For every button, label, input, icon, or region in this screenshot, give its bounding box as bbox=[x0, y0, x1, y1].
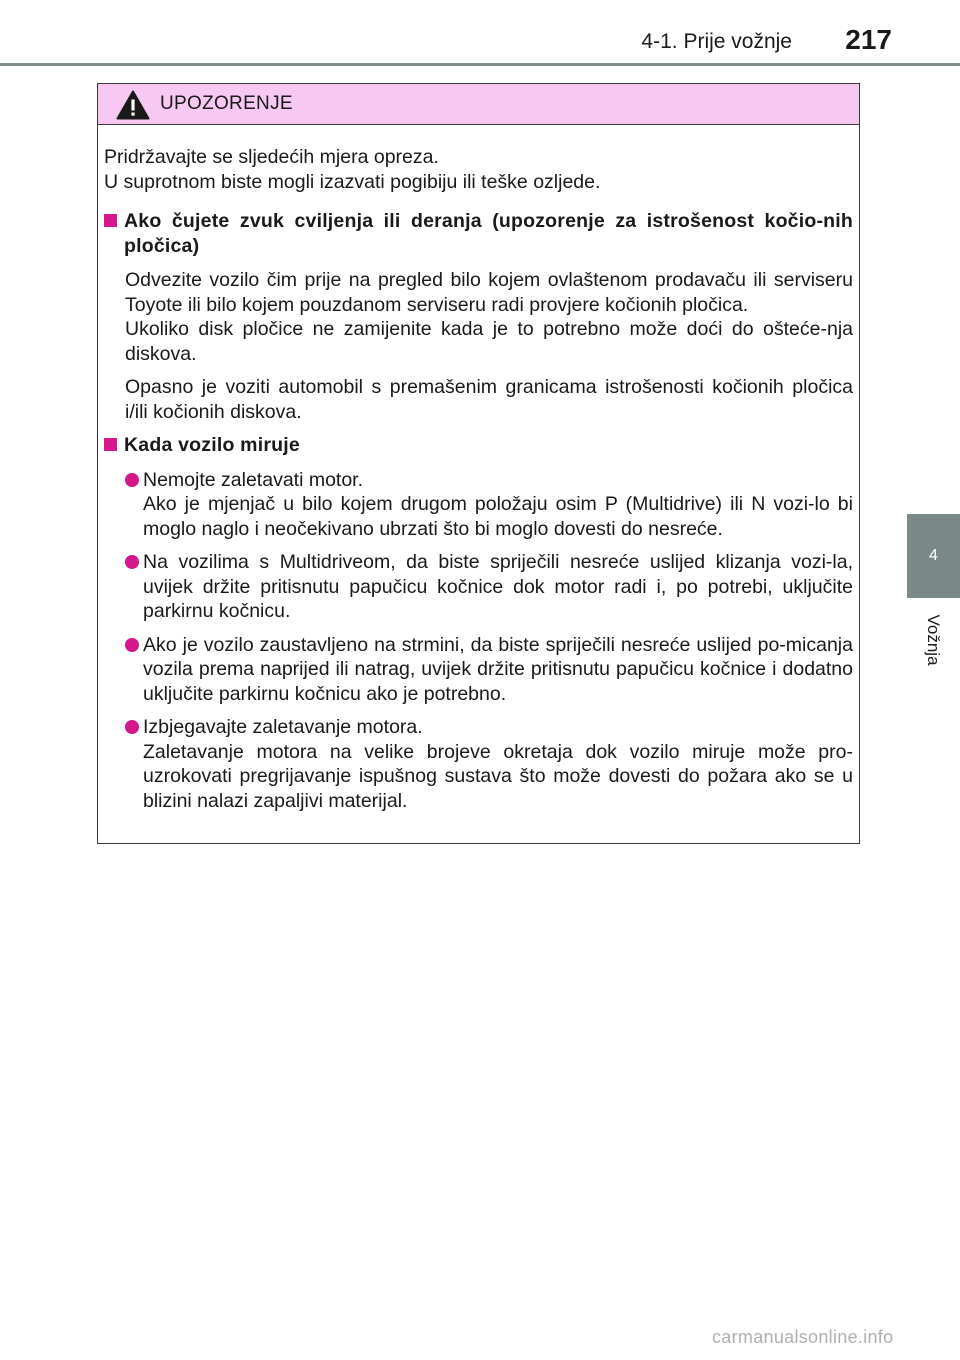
page-number: 217 bbox=[845, 24, 892, 55]
warning-header bbox=[98, 84, 859, 125]
paragraph-line: Odvezite vozilo čim prije na pregled bilo kojem ovlaštenom prodavaču ili serviseru Toyote ili bilo kojem pouzdanom serviseru radi provjere kočionih pločica. bbox=[125, 269, 853, 316]
section-heading-vehicle-stopped bbox=[104, 433, 853, 458]
square-bullet-icon bbox=[104, 214, 117, 227]
page-header bbox=[0, 0, 960, 66]
intro-line: Pridržavajte se sljedećih mjera opreza. bbox=[104, 146, 439, 168]
paragraph: Opasno je voziti automobil s premašenim granicama istrošenosti kočionih pločica i/ili kočionih diskova. bbox=[125, 376, 853, 423]
square-bullet-icon bbox=[104, 438, 117, 451]
warning-box bbox=[97, 83, 860, 844]
list-item-text: Ako je vozilo zaustavljeno na strmini, da biste spriječili nesreće uslijed po-micanja vozila prema naprijed ili natrag, uvijek držite pritisnutu papučicu kočnice i dodatno uključite parkirnu kočnicu ako je potrebno. bbox=[143, 633, 853, 705]
intro-line: U suprotnom biste mogli izazvati pogibiju ili teške ozljede. bbox=[104, 170, 601, 193]
list-item-text bbox=[143, 468, 853, 542]
chapter-tab bbox=[907, 514, 960, 598]
list-item bbox=[104, 715, 853, 813]
list-item-text: Na vozilima s Multidriveom, da biste spriječili nesreće uslijed klizanja vozi-la, uvijek držite pritisnutu papučicu kočnice dok motor radi i, po potrebi, uključite parkirnu kočnicu. bbox=[143, 551, 853, 622]
section-heading-text: Kada vozilo miruje bbox=[124, 434, 300, 456]
chapter-number: 4 bbox=[929, 547, 938, 564]
warning-intro bbox=[104, 145, 853, 194]
section-title: 4-1. Prije vožnje bbox=[641, 30, 792, 53]
warning-body bbox=[98, 125, 859, 813]
list-item-text bbox=[143, 715, 853, 813]
list-item-line: Ako je mjenjač u bilo kojem drugom položaju osim P (Multidrive) ili N vozi-lo bi moglo naglo i neočekivano ubrzati što bi moglo dovesti do nesreće. bbox=[143, 493, 853, 540]
section-heading-brake-wear bbox=[104, 209, 853, 258]
warning-title: UPOZORENJE bbox=[160, 93, 293, 114]
circle-bullet-icon bbox=[125, 638, 139, 652]
paragraph-line: Ukoliko disk pločice ne zamijenite kada je to potrebno može doći do oštećе-nja diskova. bbox=[125, 318, 853, 365]
circle-bullet-icon bbox=[125, 473, 139, 487]
list-item bbox=[104, 468, 853, 542]
list-item bbox=[104, 633, 853, 707]
warning-triangle-icon bbox=[116, 90, 150, 120]
paragraph bbox=[104, 268, 853, 366]
list-item-line: Izbjegavajte zaletavanje motora. bbox=[143, 716, 423, 738]
list-item bbox=[104, 550, 853, 624]
list-item-line: Zaletavanje motora na velike brojeve okretaja dok vozilo miruje može pro-uzrokovati pregrijavanje ispušnog sustava što može dovesti do požara ako se u blizini nalazi zapaljivi materijal. bbox=[143, 740, 853, 812]
chapter-label: Vožnja bbox=[924, 614, 943, 666]
watermark[interactable]: carmanualsonline.info bbox=[712, 1327, 894, 1347]
list-item-line: Nemojte zaletavati motor. bbox=[143, 468, 364, 491]
circle-bullet-icon bbox=[125, 720, 139, 734]
circle-bullet-icon bbox=[125, 555, 139, 569]
header-rule bbox=[0, 63, 960, 66]
section-heading-text: Ako čujete zvuk cviljenja ili deranja (upozorenje za istrošenost kočio-nih pločica) bbox=[124, 210, 853, 257]
